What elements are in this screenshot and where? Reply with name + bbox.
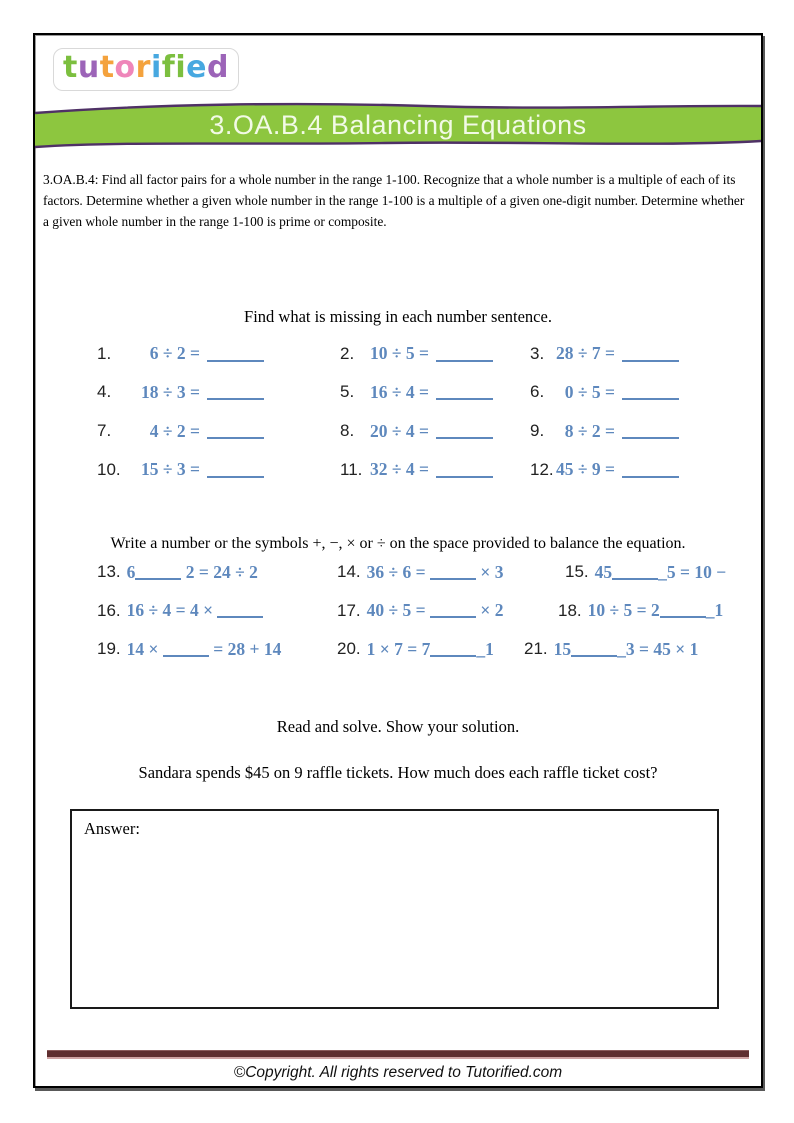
answer-blank bbox=[436, 384, 493, 400]
problem-item bbox=[340, 450, 530, 489]
problem-item bbox=[337, 600, 558, 621]
problem-number: 13. bbox=[97, 562, 121, 582]
page-title: 3.OA.B.4 Balancing Equations bbox=[209, 110, 587, 140]
problem-equation: 15 bbox=[553, 638, 572, 659]
problem-item bbox=[530, 335, 761, 374]
section1-instruction: Find what is missing in each number sentence. bbox=[244, 306, 552, 326]
problem-equation: 45 bbox=[594, 561, 613, 582]
answer-blank bbox=[430, 642, 476, 657]
answer-blank bbox=[622, 384, 679, 400]
logo-letter: i bbox=[175, 50, 187, 85]
problem-equation: 28 ÷ 7 = bbox=[556, 343, 615, 364]
problem-number: 7. bbox=[97, 421, 112, 440]
answer-blank bbox=[622, 346, 679, 362]
logo-letter: f bbox=[161, 50, 176, 85]
problem-equation: 32 ÷ 4 = bbox=[370, 459, 429, 480]
problem-number: 15. bbox=[565, 562, 589, 582]
logo-letter: r bbox=[135, 50, 151, 85]
problem-item bbox=[337, 562, 565, 583]
problem-equation: 16 ÷ 4 = 4 × bbox=[126, 600, 218, 621]
answer-blank bbox=[217, 603, 263, 618]
problem-item bbox=[97, 600, 337, 621]
worksheet-page bbox=[33, 33, 763, 1088]
answer-box bbox=[70, 809, 719, 1009]
section3-instruction: Read and solve. Show your solution. bbox=[276, 716, 520, 736]
problem-equation: × 3 bbox=[475, 561, 504, 582]
problem-equation: 15 ÷ 3 = bbox=[141, 459, 200, 480]
problem-equation: 1 × 7 = 7 bbox=[366, 638, 431, 659]
footer-divider bbox=[47, 1050, 749, 1059]
problem-equation: _1 bbox=[705, 600, 724, 621]
problem-number: 2. bbox=[340, 343, 355, 363]
problem-equation: 4 ÷ 2 = bbox=[141, 420, 200, 441]
tutorified-logo bbox=[53, 48, 239, 91]
problem-item bbox=[97, 335, 340, 374]
answer-blank bbox=[622, 423, 679, 439]
problem-item bbox=[97, 373, 340, 412]
answer-blank bbox=[430, 565, 476, 580]
page-footer bbox=[35, 1050, 761, 1082]
section2-row bbox=[97, 553, 761, 592]
problem-number: 19. bbox=[97, 639, 121, 659]
standard-description: 3.OA.B.4: Find all factor pairs for a whole number in the range 1-100. Recognize that a whole number is a multiple of each of its factors. Determine whether a given whole number in the range 1-100 is a multiple of a given one-digit number. Determine whether a given whole number in the range 1-100 is prime or composite. bbox=[43, 172, 745, 230]
word-problem: Sandara spends $45 on 9 raffle tickets. How much does each raffle ticket cost? bbox=[138, 762, 658, 782]
problem-number: 9. bbox=[530, 421, 545, 440]
problem-equation: 2 = 24 ÷ 2 bbox=[181, 561, 258, 582]
problem-equation: 10 ÷ 5 = bbox=[370, 343, 429, 364]
section1-problem-grid bbox=[97, 335, 761, 489]
problem-number: 11. bbox=[340, 459, 363, 479]
logo-letter: t bbox=[63, 50, 78, 85]
problem-equation: 45 ÷ 9 = bbox=[556, 459, 615, 480]
problem-equation: × 2 bbox=[475, 600, 504, 621]
problem-item bbox=[524, 639, 698, 660]
problem-item bbox=[340, 373, 530, 412]
answer-blank bbox=[571, 642, 617, 657]
problem-number: 16. bbox=[97, 600, 121, 620]
answer-blank bbox=[163, 642, 209, 657]
problem-number: 4. bbox=[97, 382, 112, 402]
answer-blank bbox=[436, 462, 493, 478]
problem-number: 17. bbox=[337, 600, 361, 620]
problem-equation: 0 ÷ 5 = bbox=[556, 381, 615, 402]
problem-equation: 6 ÷ 2 = bbox=[141, 343, 200, 364]
problem-number: 14. bbox=[337, 562, 361, 582]
problem-equation: 10 ÷ 5 = 2 bbox=[587, 600, 660, 621]
title-banner bbox=[35, 97, 761, 153]
problem-equation: _3 = 45 × 1 bbox=[617, 638, 699, 659]
logo-letter: e bbox=[186, 50, 207, 85]
problem-equation: 18 ÷ 3 = bbox=[141, 381, 200, 402]
problem-number: 10. bbox=[97, 459, 121, 479]
problem-item bbox=[97, 450, 340, 489]
answer-blank bbox=[430, 603, 476, 618]
answer-blank bbox=[135, 565, 181, 580]
logo-letter: i bbox=[150, 50, 162, 85]
problem-number: 12. bbox=[530, 459, 554, 479]
problem-item bbox=[97, 639, 337, 660]
problem-equation: _5 = 10 − bbox=[658, 561, 727, 582]
logo-letter: o bbox=[114, 50, 136, 85]
problem-equation: _1 bbox=[476, 638, 494, 659]
section2-instruction: Write a number or the symbols +, −, × or ÷ on the space provided to balance the equation. bbox=[110, 534, 686, 552]
problem-item bbox=[565, 562, 726, 583]
problem-item bbox=[558, 600, 723, 621]
problem-item bbox=[97, 412, 340, 451]
section2-row bbox=[97, 591, 761, 630]
answer-label: Answer: bbox=[84, 818, 140, 838]
answer-blank bbox=[612, 565, 658, 580]
problem-item bbox=[530, 373, 761, 412]
problem-equation: 16 ÷ 4 = bbox=[370, 381, 429, 402]
problem-item bbox=[530, 412, 761, 451]
problem-equation: 8 ÷ 2 = bbox=[556, 420, 615, 441]
section2-row bbox=[97, 630, 761, 669]
problem-item bbox=[530, 450, 761, 489]
problem-number: 3. bbox=[530, 343, 545, 363]
problem-equation: 40 ÷ 5 = bbox=[366, 600, 430, 621]
problem-number: 5. bbox=[340, 382, 355, 402]
answer-blank bbox=[622, 462, 679, 478]
problem-equation: = 28 + 14 bbox=[208, 638, 282, 659]
problem-item bbox=[340, 412, 530, 451]
problem-equation: 6 bbox=[126, 561, 136, 582]
answer-blank bbox=[660, 603, 706, 618]
problem-item bbox=[340, 335, 530, 374]
problem-number: 8. bbox=[340, 421, 355, 440]
problem-equation: 14 × bbox=[126, 638, 163, 659]
copyright-text: ©Copyright. All rights reserved to Tutorified.com bbox=[233, 1064, 563, 1081]
answer-blank bbox=[436, 346, 493, 362]
answer-blank bbox=[207, 346, 264, 362]
answer-blank bbox=[207, 384, 264, 400]
answer-blank bbox=[207, 423, 264, 439]
problem-number: 21. bbox=[524, 639, 548, 659]
logo-letter: d bbox=[206, 50, 229, 85]
problem-number: 18. bbox=[558, 600, 582, 620]
problem-number: 6. bbox=[530, 382, 545, 402]
problem-equation: 20 ÷ 4 = bbox=[370, 420, 429, 441]
logo-letter: u bbox=[77, 50, 100, 85]
problem-item bbox=[337, 639, 524, 660]
problem-number: 1. bbox=[97, 343, 112, 363]
answer-blank bbox=[207, 462, 264, 478]
logo-letter: t bbox=[99, 50, 115, 85]
answer-blank bbox=[436, 423, 493, 439]
problem-number: 20. bbox=[337, 639, 361, 659]
problem-item bbox=[97, 562, 337, 583]
problem-equation: 36 ÷ 6 = bbox=[366, 561, 430, 582]
